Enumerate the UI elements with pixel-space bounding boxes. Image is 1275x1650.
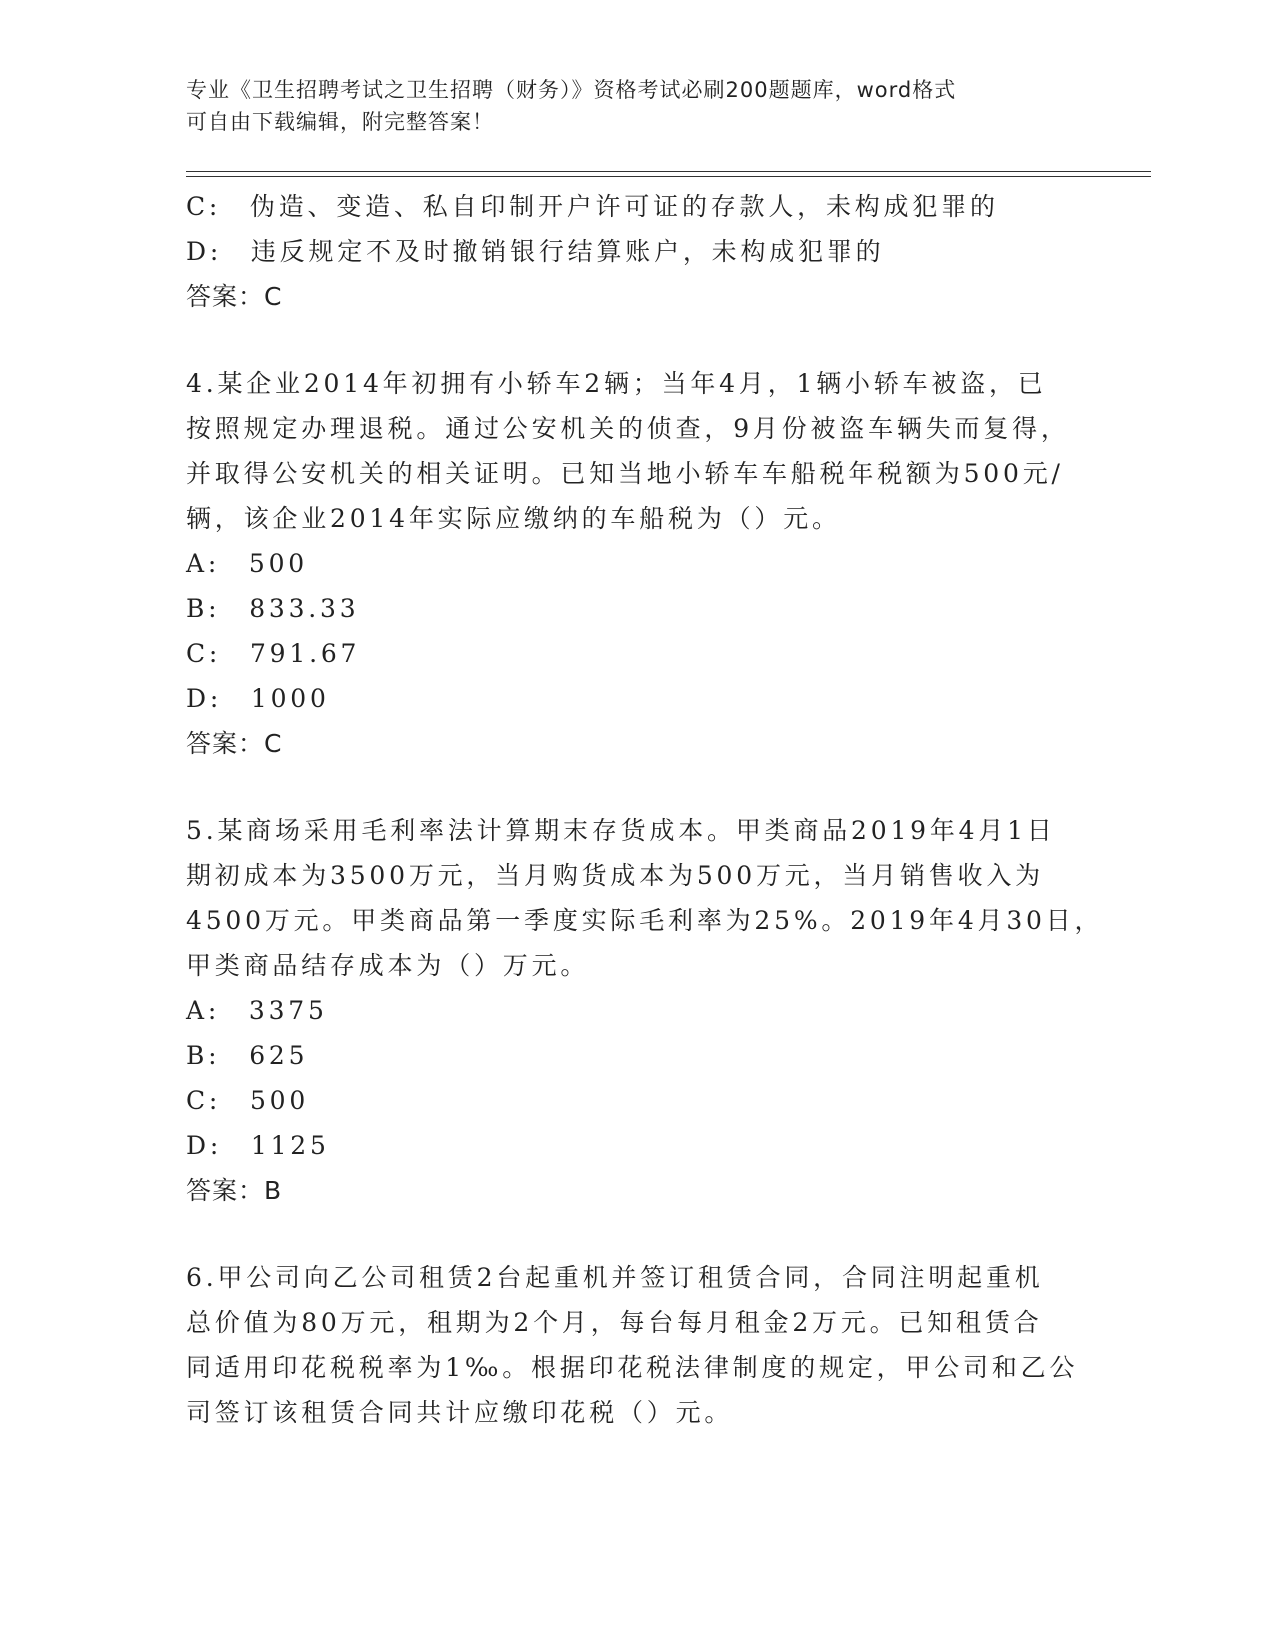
- option-c: C: 500: [186, 1086, 310, 1115]
- question-text-line: 同适用印花税税率为1‰。根据印花税法律制度的规定，甲公司和乙公: [186, 1353, 1079, 1382]
- option-b: B: 625: [186, 1041, 309, 1070]
- question-text-line: 总价值为80万元，租期为2个月，每台每月租金2万元。已知租赁合: [186, 1308, 1043, 1337]
- question-text-line: 按照规定办理退税。通过公安机关的侦查，9月份被盗车辆失而复得，: [186, 414, 1070, 443]
- page-content: [186, 184, 1104, 1435]
- option-d: D: 违反规定不及时撤销银行结算账户，未构成犯罪的: [186, 237, 885, 266]
- document-header: [186, 74, 1066, 138]
- question-text-line: 甲类商品结存成本为（）万元。: [186, 951, 590, 980]
- question-text-line: 并取得公安机关的相关证明。已知当地小轿车车船税年税额为500元/: [186, 459, 1064, 488]
- header-rule-bottom: [186, 176, 1151, 177]
- answer: 答案：C: [186, 729, 283, 758]
- header-rule-top: [186, 171, 1151, 172]
- header-line-1: 专业《卫生招聘考试之卫生招聘（财务）》资格考试必刷200题题库，word格式: [186, 78, 957, 102]
- question-text-line: 5.某商场采用毛利率法计算期末存货成本。甲类商品2019年4月1日: [186, 816, 1056, 845]
- question-5: [186, 808, 1104, 1213]
- question-6: [186, 1255, 1086, 1435]
- answer: 答案：B: [186, 1176, 283, 1205]
- option-b: B: 833.33: [186, 594, 360, 623]
- question-text-line: 6.甲公司向乙公司租赁2台起重机并签订租赁合同，合同注明起重机: [186, 1263, 1044, 1292]
- option-d: D: 1000: [186, 684, 330, 713]
- option-a: A: 3375: [186, 996, 328, 1025]
- option-c: C: 791.67: [186, 639, 361, 668]
- header-line-2: 可自由下载编辑，附完整答案！: [186, 110, 494, 134]
- option-a: A: 500: [186, 549, 308, 578]
- question-text-line: 4.某企业2014年初拥有小轿车2辆；当年4月，1辆小轿车被盗，已: [186, 369, 1047, 398]
- answer: 答案：C: [186, 282, 283, 311]
- question-text-line: 4500万元。甲类商品第一季度实际毛利率为25%。2019年4月30日，: [186, 906, 1104, 935]
- question-text-line: 辆，该企业2014年实际应缴纳的车船税为（）元。: [186, 504, 841, 533]
- question-text-line: 司签订该租赁合同共计应缴印花税（）元。: [186, 1398, 734, 1427]
- question-text-line: 期初成本为3500万元，当月购货成本为500万元，当月销售收入为: [186, 861, 1044, 890]
- question-3-partial: [186, 184, 1086, 319]
- option-d: D: 1125: [186, 1131, 330, 1160]
- question-4: [186, 361, 1086, 766]
- option-c: C: 伪造、变造、私自印制开户许可证的存款人，未构成犯罪的: [186, 192, 999, 221]
